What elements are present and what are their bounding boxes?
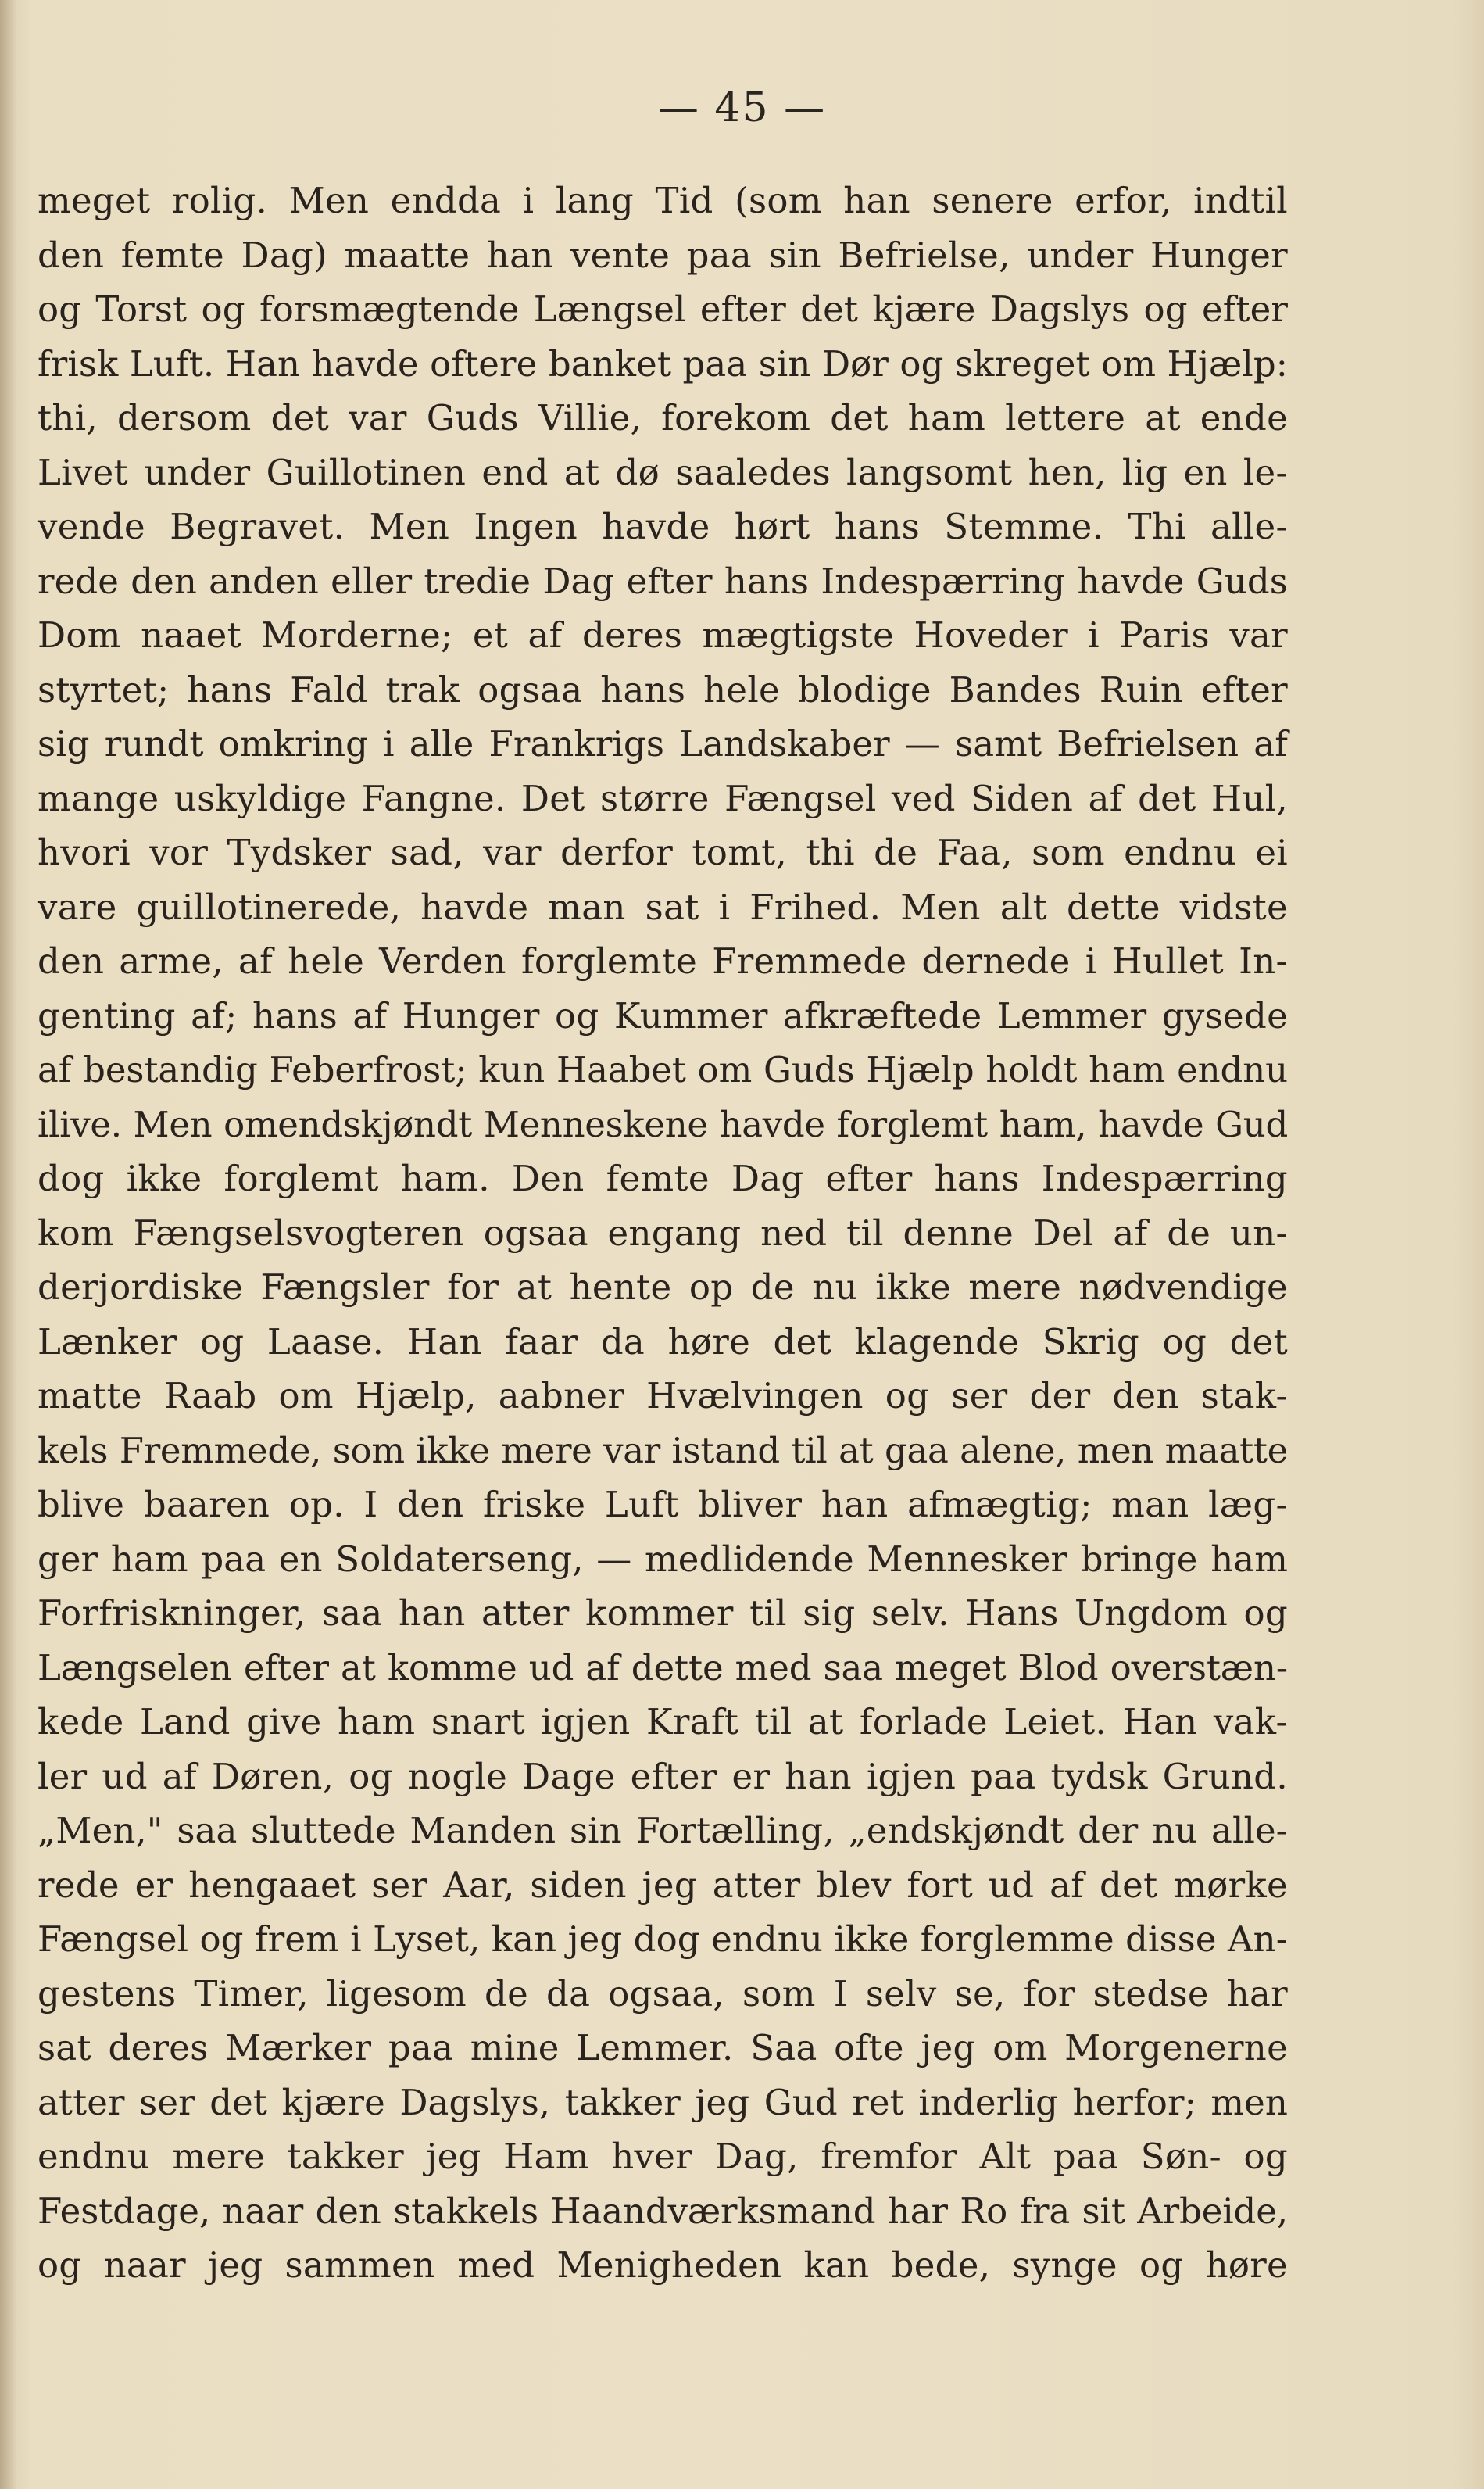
text-line: ilive. Men omendskjøndt Menneskene havde forglemt ham, havde Gud bbox=[38, 1103, 1288, 1145]
text-line: Dom naaet Morderne; et af deres mægtigste Hoveder i Paris var bbox=[38, 614, 1288, 656]
text-line: ler ud af Døren, og nogle Dage efter er han igjen paa tydsk Grund. bbox=[38, 1755, 1288, 1797]
text-line: sig rundt omkring i alle Frankrigs Landskaber — samt Befrielsen af bbox=[38, 723, 1288, 765]
text-line: sat deres Mærker paa mine Lemmer. Saa ofte jeg om Morgenerne bbox=[38, 2027, 1288, 2068]
text-line: endnu mere takker jeg Ham hver Dag, fremfor Alt paa Søn- og bbox=[38, 2136, 1288, 2177]
text-line: matte Raab om Hjælp, aabner Hvælvingen og ser der den stak- bbox=[38, 1375, 1288, 1416]
text-line: rede er hengaaet ser Aar, siden jeg atter blev fort ud af det mørke bbox=[38, 1864, 1288, 1906]
text-line: derjordiske Fængsler for at hente op de nu ikke mere nødvendige bbox=[38, 1266, 1288, 1308]
text-line: Længselen efter at komme ud af dette med saa meget Blod overstæn- bbox=[38, 1646, 1288, 1689]
text-line: vare guillotinerede, havde man sat i Frihed. Men alt dette vidste bbox=[38, 886, 1288, 928]
text-line: den arme, af hele Verden forglemte Fremmede dernede i Hullet In- bbox=[38, 940, 1288, 982]
text-line: den femte Dag) maatte han vente paa sin Befrielse, under Hunger bbox=[38, 234, 1288, 276]
text-line: „Men," saa sluttede Manden sin Fortælling, „endskjøndt der nu alle- bbox=[38, 1810, 1288, 1851]
text-line: thi, dersom det var Guds Villie, forekom det ham lettere at ende bbox=[38, 397, 1288, 439]
text-line: Fængsel og frem i Lyset, kan jeg dog endnu ikke forglemme disse An- bbox=[38, 1918, 1288, 1960]
text-line: genting af; hans af Hunger og Kummer afkræftede Lemmer gysede bbox=[38, 994, 1288, 1037]
text-line: Forfriskninger, saa han atter kommer til sig selv. Hans Ungdom og bbox=[38, 1592, 1288, 1634]
text-line: Lænker og Laase. Han faar da høre det klagende Skrig og det bbox=[38, 1320, 1288, 1363]
text-line: vende Begravet. Men Ingen havde hørt hans Stemme. Thi alle- bbox=[38, 506, 1288, 547]
page-number: — 45 — bbox=[657, 84, 827, 131]
text-line: atter ser det kjære Dagslys, takker jeg Gud ret inderlig herfor; men bbox=[38, 2081, 1288, 2123]
text-line: af bestandig Feberfrost; kun Haabet om Guds Hjælp holdt ham endnu bbox=[38, 1049, 1288, 1091]
text-line: og naar jeg sammen med Menigheden kan bede, synge og høre bbox=[38, 2244, 1288, 2286]
text-line: og Torst og forsmægtende Længsel efter det kjære Dagslys og efter bbox=[38, 288, 1288, 330]
page-spine-shadow bbox=[0, 0, 17, 2489]
text-line: styrtet; hans Fald trak ogsaa hans hele blodige Bandes Ruin efter bbox=[38, 668, 1288, 711]
text-line: kels Fremmede, som ikke mere var istand til at gaa alene, men maatte bbox=[38, 1429, 1288, 1471]
text-line: blive baaren op. I den friske Luft bliver han afmægtig; man læg- bbox=[38, 1484, 1288, 1525]
text-line: kede Land give ham snart igjen Kraft til at forlade Leiet. Han vak- bbox=[38, 1701, 1288, 1742]
body-text bbox=[38, 174, 1288, 2293]
text-line: kom Fængselsvogteren ogsaa engang ned til denne Del af de un- bbox=[38, 1212, 1288, 1254]
text-line: hvori vor Tydsker sad, var derfor tomt, thi de Faa, som endnu ei bbox=[38, 832, 1288, 873]
text-line: mange uskyldige Fangne. Det større Fængsel ved Siden af det Hul, bbox=[38, 777, 1288, 819]
text-line: rede den anden eller tredie Dag efter hans Indespærring havde Guds bbox=[38, 560, 1288, 602]
text-line: frisk Luft. Han havde oftere banket paa sin Dør og skreget om Hjælp: bbox=[38, 342, 1288, 385]
text-line: gestens Timer, ligesom de da ogsaa, som I selv se, for stedse har bbox=[38, 1972, 1288, 2014]
text-line: Livet under Guillotinen end at dø saaledes langsomt hen, lig en le- bbox=[38, 451, 1288, 493]
text-line: dog ikke forglemt ham. Den femte Dag efter hans Indespærring bbox=[38, 1158, 1288, 1199]
text-line: Festdage, naar den stakkels Haandværksmand har Ro fra sit Arbeide, bbox=[38, 2190, 1288, 2232]
text-line: meget rolig. Men endda i lang Tid (som han senere erfor, indtil bbox=[38, 180, 1288, 221]
text-line: ger ham paa en Soldaterseng, — medlidende Mennesker bringe ham bbox=[38, 1538, 1288, 1580]
